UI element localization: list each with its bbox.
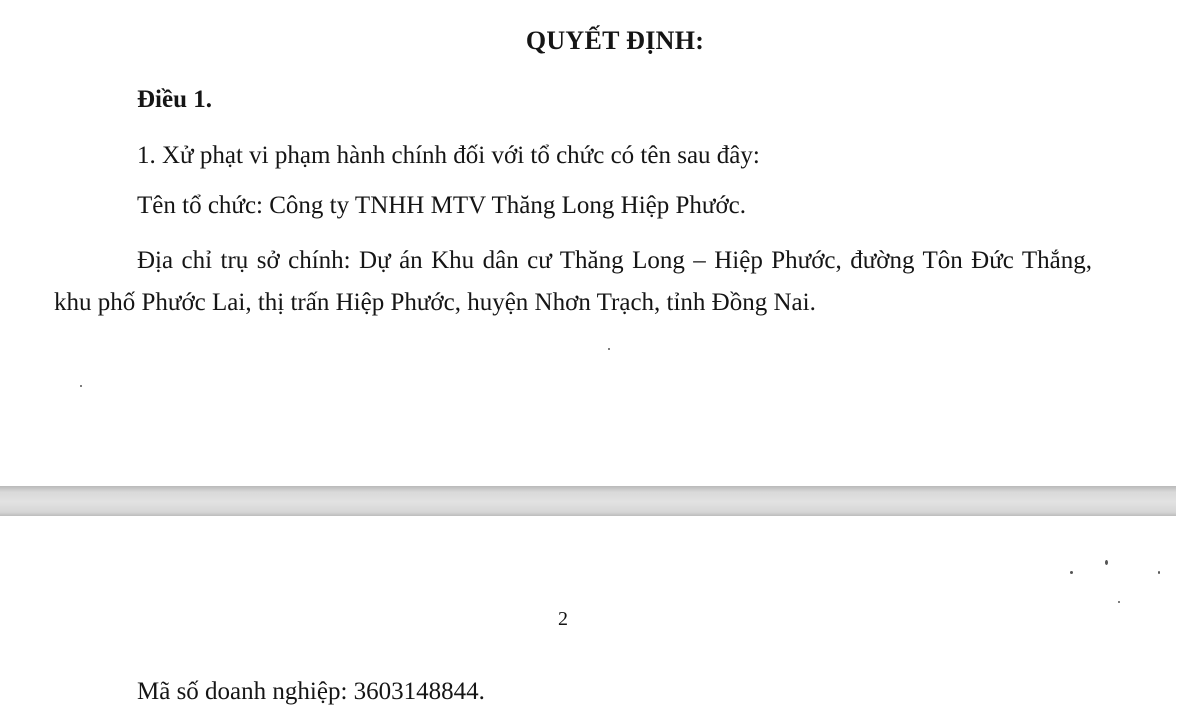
article-heading: Điều 1.: [137, 86, 212, 113]
scan-speck: [1158, 571, 1160, 574]
scan-speck: [1105, 560, 1108, 565]
scan-speck: [80, 385, 82, 387]
clause-1-text: 1. Xử phạt vi phạm hành chính đối với tổ chức có tên sau đây:: [137, 142, 760, 169]
scan-speck: [1118, 601, 1120, 603]
organization-name-line: Tên tổ chức: Công ty TNHH MTV Thăng Long Hiệp Phước.: [137, 192, 747, 219]
address-paragraph: Địa chỉ trụ sở chính: Dự án Khu dân cư Thăng Long – Hiệp Phước, đường Tôn Đức Thắng, khu phố Phước Lai, thị trấn Hiệp Phước, huyện Nhơn Trạch, tỉnh Đồng Nai.: [54, 247, 1092, 316]
business-code-line: Mã số doanh nghiệp: 3603148844.: [137, 678, 485, 705]
scan-speck: [1070, 571, 1073, 574]
scan-speck: [608, 348, 610, 350]
page-break-edge: [1176, 486, 1180, 516]
page-number: 2: [558, 608, 568, 630]
decision-title: QUYẾT ĐỊNH:: [525, 26, 705, 55]
page-break-separator: [0, 486, 1176, 516]
